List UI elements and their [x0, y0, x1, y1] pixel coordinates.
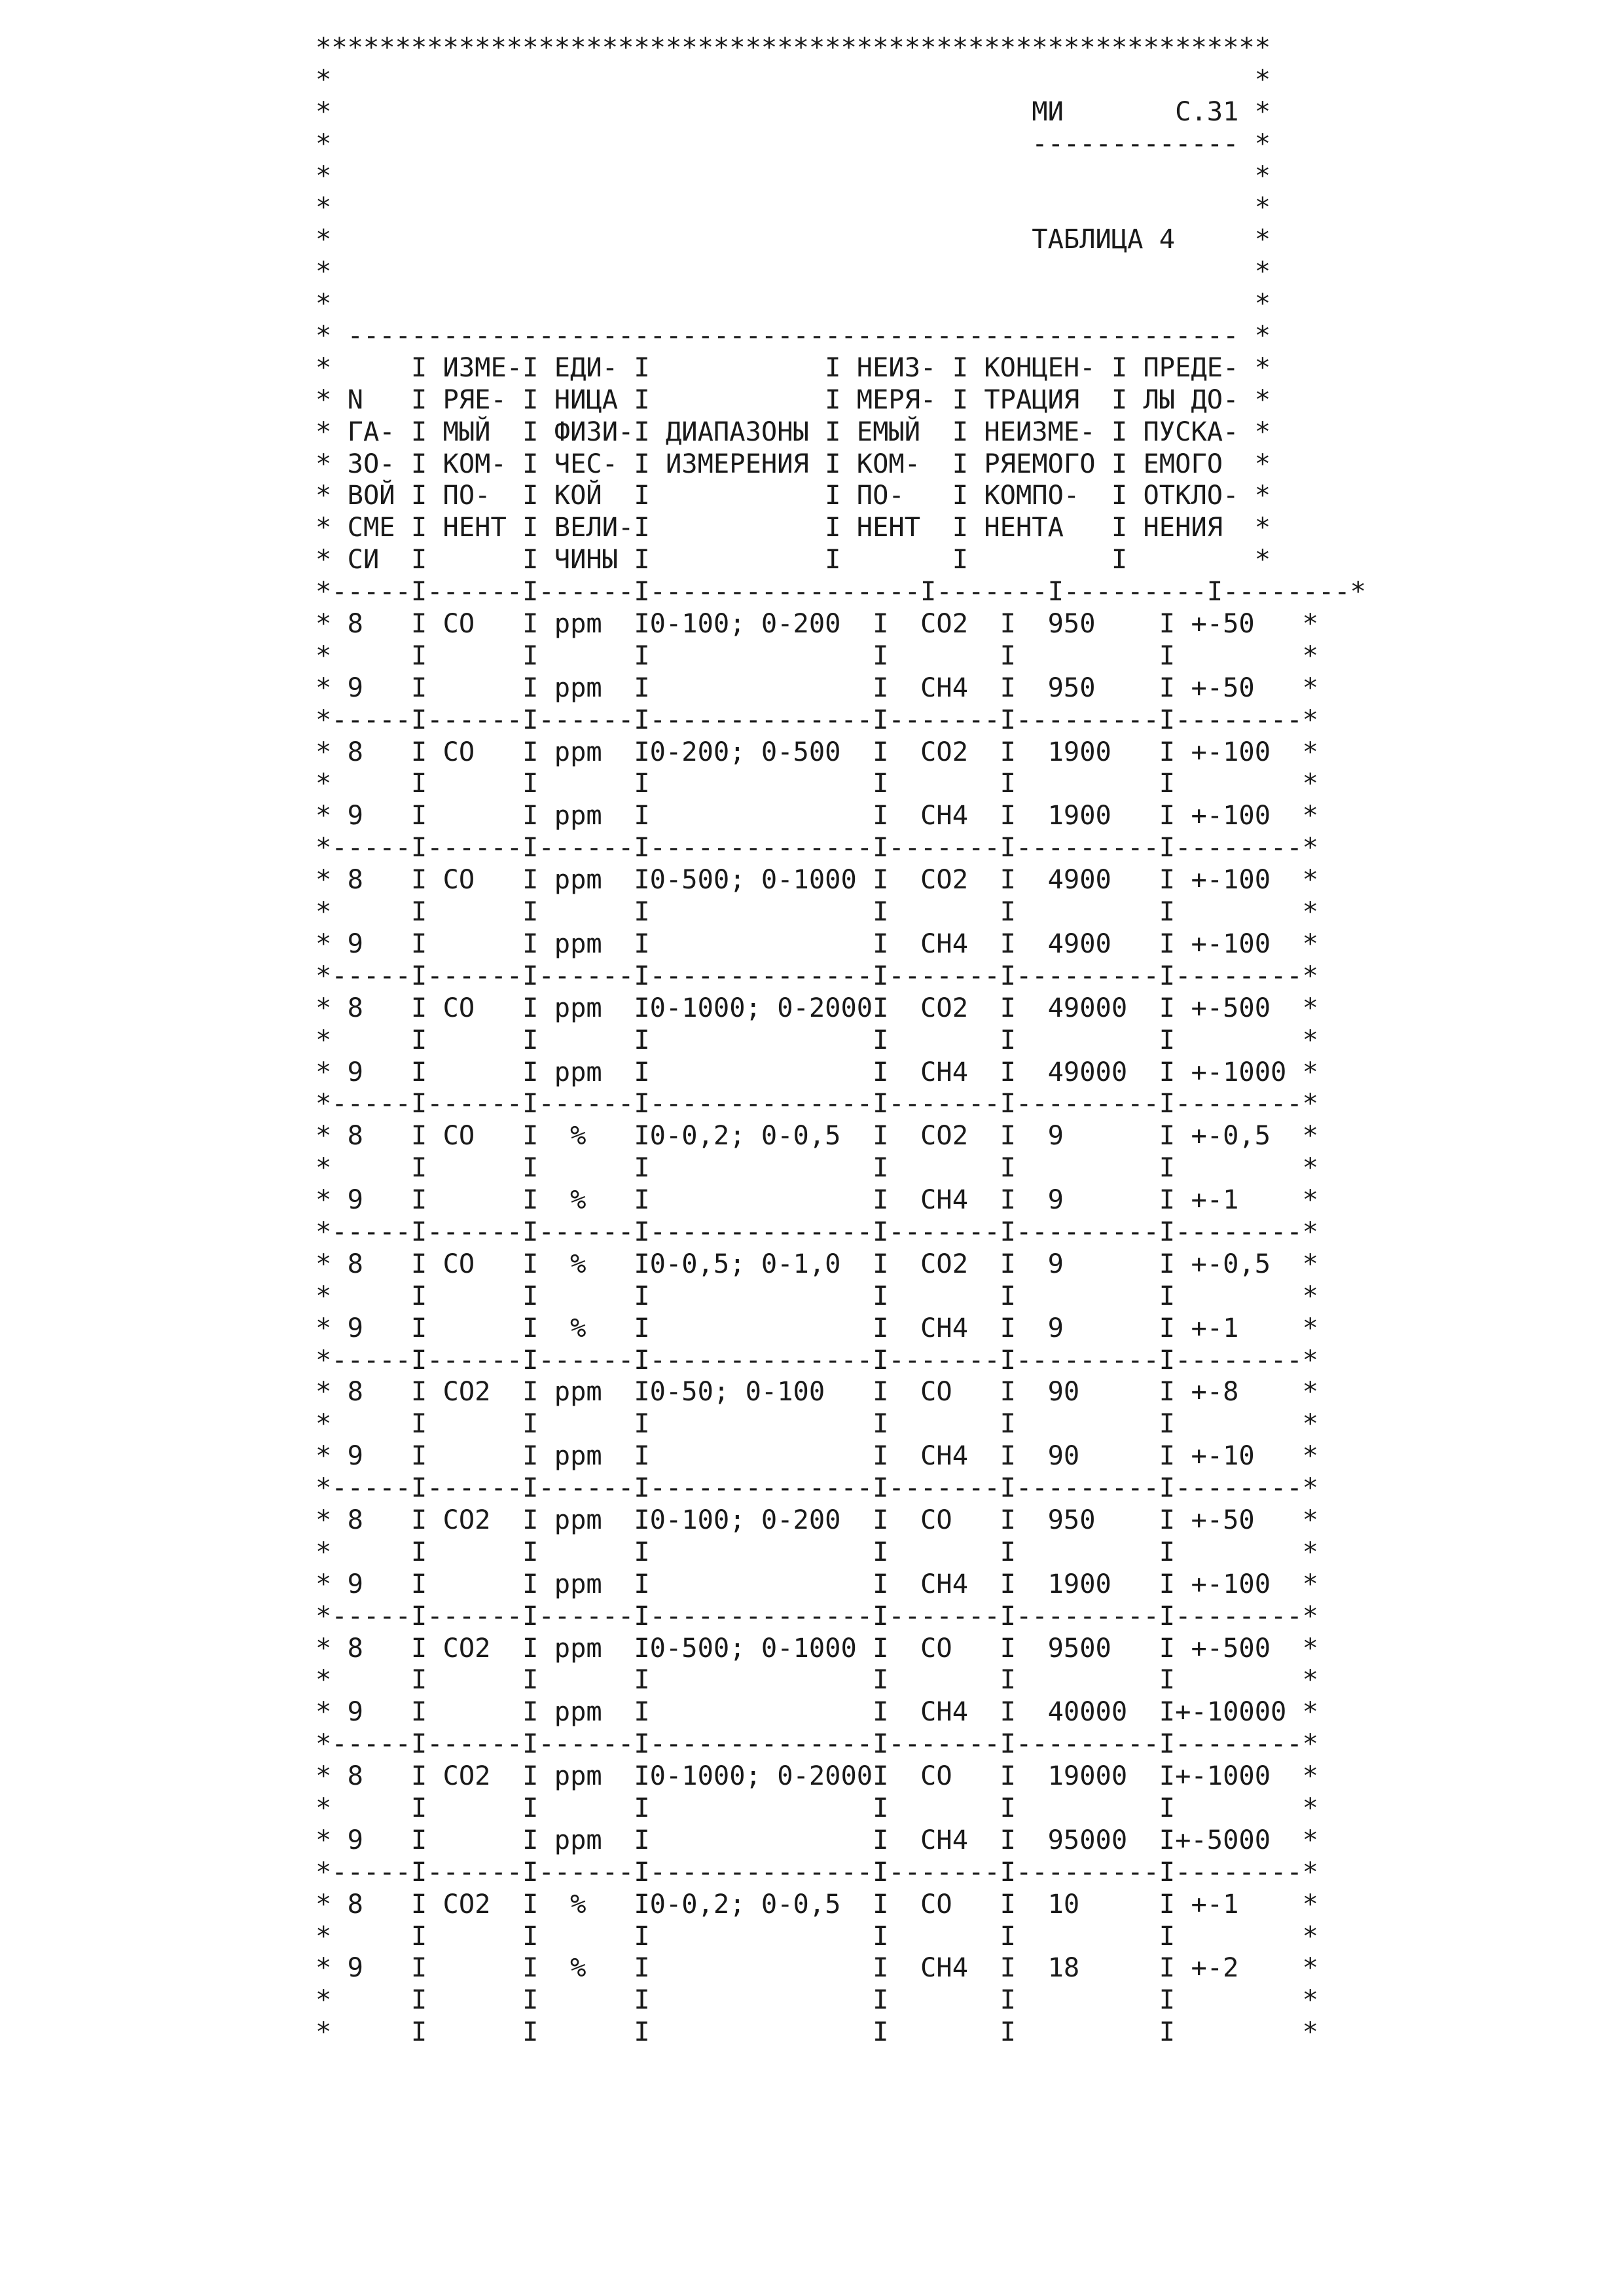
printout-line: *-----I------I------I--------------I-------I---------I--------*: [316, 1599, 1318, 1631]
printout-line: * 8 I CO I % I0-0,5; 0-1,0 I CO2 I 9 I +-0,5 *: [316, 1247, 1318, 1279]
printout-line: * I I I I I I *: [316, 639, 1318, 671]
printout-line: * *: [316, 191, 1271, 223]
printout-line: * -------------------------------------------------------- *: [316, 319, 1271, 352]
printout-line: * 9 I I ppm I I CH4 I 1900 I +-100 *: [316, 1567, 1318, 1599]
printout-line: * СМЕ I НЕНТ I ВЕЛИ-I I НЕНТ I НЕНТА I НЕНИЯ *: [316, 511, 1271, 543]
dot-matrix-printout-table: [316, 31, 1366, 2048]
printout-line: * 8 I CO2 I ppm I0-50; 0-100 I CO I 90 I +-8 *: [316, 1376, 1318, 1408]
printout-line: *-----I------I------I--------------I-------I---------I--------*: [316, 1343, 1318, 1376]
printout-line: * 8 I CO I ppm I0-500; 0-1000 I CO2 I 4900 I +-100 *: [316, 864, 1318, 896]
printout-line: * 9 I I % I I CH4 I 18 I +-2 *: [316, 1952, 1318, 1984]
printout-line: * 9 I I % I I CH4 I 9 I +-1 *: [316, 1184, 1318, 1216]
printout-line: * *: [316, 255, 1271, 287]
printout-line: * 9 I I ppm I I CH4 I 90 I +-10 *: [316, 1440, 1318, 1472]
printout-line: * 9 I I ppm I I CH4 I 49000 I +-1000 *: [316, 1055, 1318, 1087]
printout-line: * ЗО- I КОМ- I ЧЕС- I ИЗМЕРЕНИЯ I КОМ- I РЯЕМОГО I ЕМОГО *: [316, 447, 1271, 479]
printout-line: * 8 I CO2 I ppm I0-100; 0-200 I CO I 950 I +-50 *: [316, 1503, 1318, 1535]
printout-line: * 9 I I % I I CH4 I 9 I +-1 *: [316, 1311, 1318, 1343]
printout-line: * I I I I I I *: [316, 1664, 1318, 1696]
printout-line: * I I I I I I *: [316, 1023, 1318, 1055]
printout-line: * I I I I I I *: [316, 767, 1318, 799]
printout-line: * ТАБЛИЦА 4 *: [316, 223, 1271, 255]
printout-line: * 9 I I ppm I I CH4 I 95000 I+-5000 *: [316, 1823, 1318, 1855]
printout-line: * I I I I I I *: [316, 1279, 1318, 1311]
printout-line: * N I РЯЕ- I НИЦА I I МЕРЯ- I ТРАЦИЯ I ЛЫ ДО- *: [316, 383, 1271, 415]
printout-line: * I I I I I I *: [316, 1535, 1318, 1567]
printout-line: *-----I------I------I--------------I-------I---------I--------*: [316, 1728, 1318, 1760]
printout-line: * 8 I CO I % I0-0,2; 0-0,5 I CO2 I 9 I +-0,5 *: [316, 1120, 1318, 1152]
printout-line: * 8 I CO I ppm I0-200; 0-500 I CO2 I 1900 I +-100 *: [316, 735, 1318, 767]
printout-line: * I I I I I I *: [316, 1408, 1318, 1440]
printout-line: * 9 I I ppm I I CH4 I 1900 I +-100 *: [316, 799, 1318, 831]
printout-line: *-----I------I------I--------------I-------I---------I--------*: [316, 1472, 1318, 1504]
printout-line: * 9 I I ppm I I CH4 I 4900 I +-100 *: [316, 927, 1318, 959]
printout-line: * I I I I I I *: [316, 2016, 1318, 2048]
printout-line: * I I I I I I *: [316, 1152, 1318, 1184]
printout-line: * I I I I I I *: [316, 896, 1318, 928]
printout-line: *-----I------I------I-----------------I-------I---------I--------*: [316, 575, 1366, 608]
printout-line: *-----I------I------I--------------I-------I---------I--------*: [316, 1855, 1318, 1887]
printout-line: * 8 I CO2 I ppm I0-1000; 0-2000I CO I 19000 I+-1000 *: [316, 1760, 1318, 1792]
printout-line: *-----I------I------I--------------I-------I---------I--------*: [316, 703, 1318, 735]
printout-line: ************************************************************: [316, 31, 1271, 63]
printout-line: * 8 I CO2 I ppm I0-500; 0-1000 I CO I 9500 I +-500 *: [316, 1631, 1318, 1664]
printout-line: *-----I------I------I--------------I-------I---------I--------*: [316, 831, 1318, 864]
printout-line: * СИ I I ЧИНЫ I I I I *: [316, 543, 1271, 575]
printout-line: * *: [316, 287, 1271, 319]
printout-line: * ГА- I МЫЙ I ФИЗИ-I ДИАПАЗОНЫ I ЕМЫЙ I НЕИЗМЕ- I ПУСКА- *: [316, 415, 1271, 447]
printout-line: * 8 I CO I ppm I0-1000; 0-2000I CO2 I 49000 I +-500 *: [316, 991, 1318, 1023]
printout-line: * I I I I I I *: [316, 1920, 1318, 1952]
printout-line: *-----I------I------I--------------I-------I---------I--------*: [316, 1215, 1318, 1247]
printout-line: * 8 I CO I ppm I0-100; 0-200 I CO2 I 950 I +-50 *: [316, 608, 1318, 640]
printout-line: * *: [316, 159, 1271, 191]
printout-line: * ------------- *: [316, 127, 1271, 159]
printout-line: *-----I------I------I--------------I-------I---------I--------*: [316, 1087, 1318, 1120]
printout-line: * I I I I I I *: [316, 1984, 1318, 2016]
printout-line: * 9 I I ppm I I CH4 I 950 I +-50 *: [316, 671, 1318, 703]
printout-line: * 8 I CO2 I % I0-0,2; 0-0,5 I CO I 10 I +-1 *: [316, 1887, 1318, 1920]
printout-line: * I I I I I I *: [316, 1791, 1318, 1823]
printout-line: * ВОЙ I ПО- I КОЙ I I ПО- I КОМПО- I ОТКЛО- *: [316, 479, 1271, 511]
printout-line: * МИ С.31 *: [316, 95, 1271, 127]
printout-line: * 9 I I ppm I I CH4 I 40000 I+-10000 *: [316, 1696, 1318, 1728]
printout-line: * *: [316, 63, 1271, 95]
printout-line: * I ИЗМЕ-I ЕДИ- I I НЕИЗ- I КОНЦЕН- I ПРЕДЕ- *: [316, 351, 1271, 383]
printout-line: *-----I------I------I--------------I-------I---------I--------*: [316, 959, 1318, 991]
